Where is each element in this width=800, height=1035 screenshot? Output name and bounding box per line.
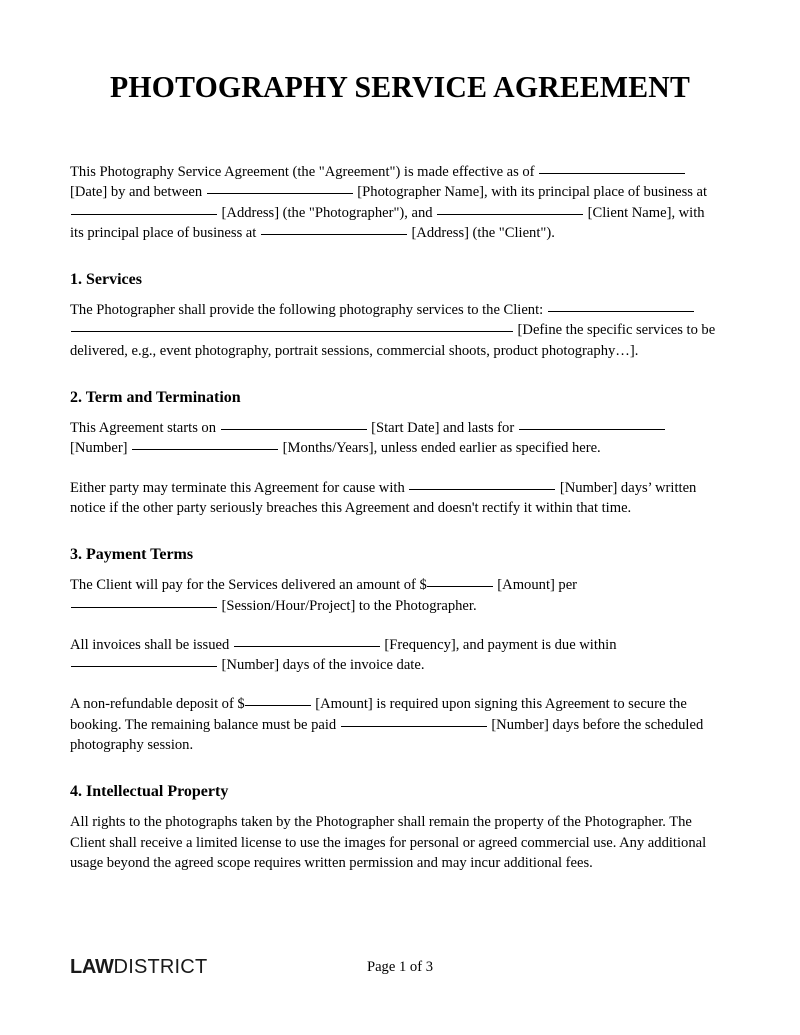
s3p3-text-3: [Number] days before the scheduled photography session.	[70, 716, 704, 754]
intro-text-1: This Photography Service Agreement (the "Agreement") is made effective as of	[70, 164, 539, 180]
blank-effective-date[interactable]	[539, 162, 685, 174]
s2p1-text-4: [Months/Years], unless ended earlier as specified here.	[279, 440, 601, 457]
blank-term-unit[interactable]	[132, 438, 278, 450]
section-heading-intellectual-property: 4. Intellectual Property	[70, 783, 229, 801]
intro-text-5: [Client Name], with its principal place of business at	[70, 204, 705, 241]
intro-text-4: [Address] (the "Photographer"), and	[218, 204, 437, 221]
section-3-paragraph-2	[70, 635, 720, 676]
blank-services-2[interactable]	[71, 320, 513, 332]
s3p1-text-1: The Client will pay for the Services delivered an amount of $	[70, 577, 427, 594]
section-2-paragraph-2	[70, 478, 720, 519]
blank-photographer-name[interactable]	[207, 182, 353, 194]
intro-text-2: [Date] by and between	[70, 184, 206, 201]
spacer	[70, 616, 720, 635]
spacer	[70, 243, 720, 270]
s3p2-text-2: [Frequency], and payment is due within	[380, 636, 617, 653]
spacer	[70, 675, 720, 694]
section-3-paragraph-3	[70, 694, 720, 755]
section-heading-term-and-termination: 2. Term and Termination	[70, 389, 241, 407]
s2p1-text-2: [Start Date] and lasts for	[367, 420, 518, 437]
intro-text-6: [Address] (the "Client").	[407, 224, 555, 241]
s3p3-text-1: A non-refundable deposit of $	[70, 696, 245, 713]
spacer	[70, 565, 720, 575]
section-1-paragraph-1	[70, 300, 720, 361]
section-heading-payment-terms: 3. Payment Terms	[70, 546, 194, 564]
spacer	[70, 459, 720, 478]
page-title: PHOTOGRAPHY SERVICE AGREEMENT	[110, 69, 690, 104]
spacer	[70, 518, 720, 545]
blank-deposit-amount[interactable]	[245, 694, 311, 706]
intro-text-3: [Photographer Name], with its principal place of business at	[353, 184, 708, 201]
s1p1-text-1: The Photographer shall provide the following photography services to the Client:	[70, 302, 547, 319]
s2p2-text-2: [Number] days’ written notice if the other party seriously breaches this Agreement and doesn't rectify it within that time.	[70, 479, 697, 516]
blank-invoice-frequency[interactable]	[234, 635, 380, 647]
s3p2-text-1: All invoices shall be issued	[70, 636, 233, 653]
blank-balance-days[interactable]	[341, 715, 487, 727]
s2p1-text-1: This Agreement starts on	[70, 420, 220, 437]
s3p3-text-2: [Amount] is required upon signing this Agreement to secure the booking. The remaining balance must be paid	[70, 696, 687, 733]
spacer	[70, 802, 720, 812]
section-2-paragraph-1	[70, 418, 720, 459]
blank-termination-notice-days[interactable]	[409, 478, 555, 490]
s2p1-text-3: [Number]	[70, 440, 132, 457]
blank-start-date[interactable]	[221, 418, 367, 430]
page-footer	[0, 955, 800, 989]
s3p1-text-2: [Amount] per	[493, 577, 578, 594]
blank-client-address[interactable]	[261, 223, 407, 235]
blank-photographer-address[interactable]	[71, 203, 217, 215]
lawdistrict-logo	[70, 955, 207, 979]
blank-service-amount[interactable]	[427, 575, 493, 587]
spacer	[70, 290, 720, 300]
section-heading-services: 1. Services	[70, 271, 142, 289]
s1p1-text-2: [Define the specific services to be delivered, e.g., event photography, portrait sessions, commercial shoots, product photography…].	[70, 322, 716, 359]
blank-client-name[interactable]	[437, 203, 583, 215]
logo-text-district: DISTRICT	[113, 956, 208, 978]
blank-term-number[interactable]	[519, 418, 665, 430]
section-4-paragraph-1: All rights to the photographs taken by the Photographer shall remain the property of the Photographer. The Client shall receive a limited license to use the images for personal or agreed commercial use. Any additional usage beyond the agreed scope requires written permission and may incur additional fees.	[70, 814, 707, 871]
s3p2-text-3: [Number] days of the invoice date.	[218, 657, 425, 674]
s2p2-text-1: Either party may terminate this Agreement for cause with	[70, 479, 409, 496]
spacer	[70, 755, 720, 782]
s3p1-text-3: [Session/Hour/Project] to the Photographer.	[218, 597, 477, 614]
intro-paragraph	[70, 162, 720, 243]
spacer	[70, 361, 720, 388]
logo-text-law: LAW	[70, 956, 114, 978]
blank-payment-due-days[interactable]	[71, 655, 217, 667]
blank-services-1[interactable]	[548, 300, 694, 312]
document-body	[70, 162, 720, 873]
blank-rate-unit[interactable]	[71, 596, 217, 608]
section-3-paragraph-1	[70, 575, 720, 616]
spacer	[70, 408, 720, 418]
page-number: Page 1 of 3	[366, 959, 434, 975]
